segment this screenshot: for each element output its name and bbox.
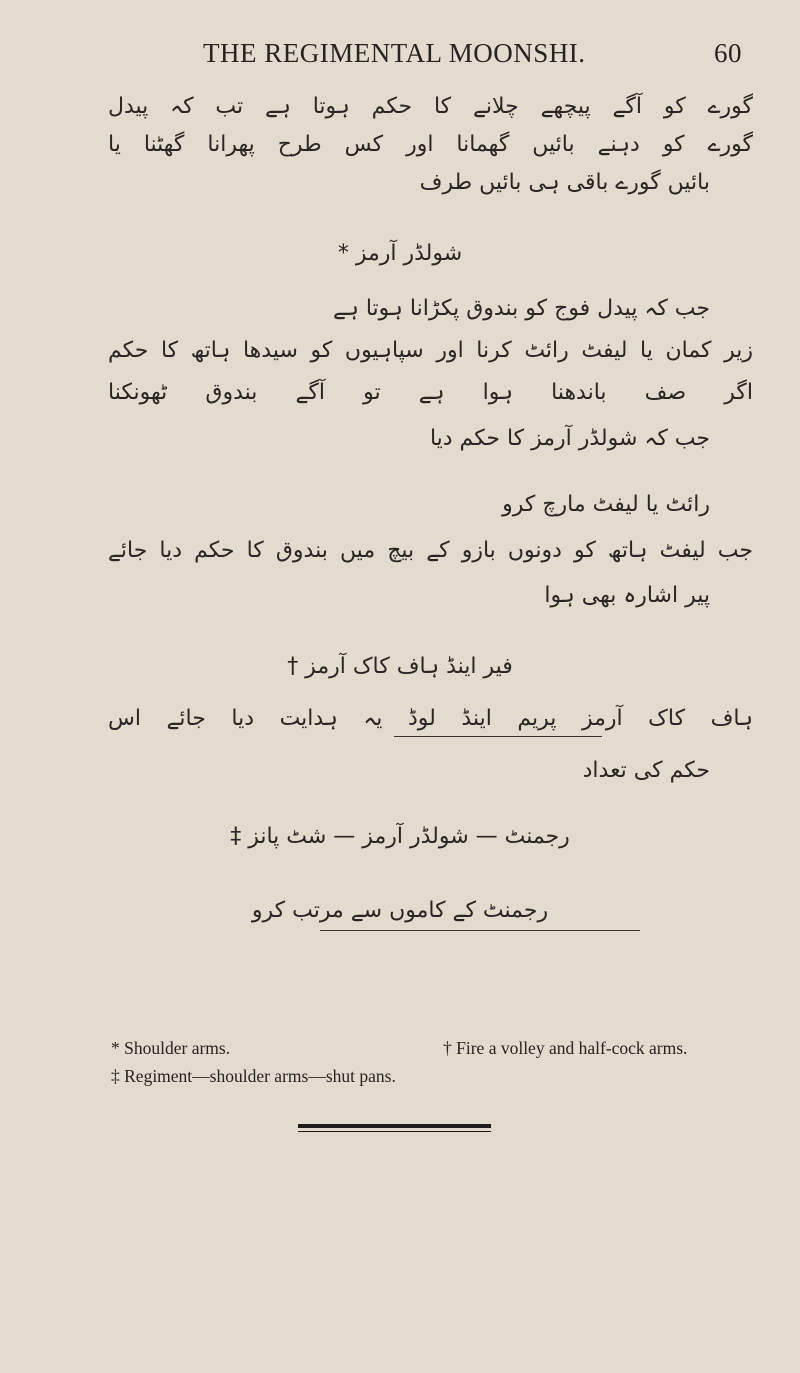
running-header	[0, 38, 800, 78]
body-line-6: زیر کمان یا لیفٹ رائٹ کرنا اور سپاہیوں کو سیدھا ہاتھ کا حکم	[108, 338, 753, 363]
command-heading-2: فیر اینڈ ہاف کاک آرمز †	[287, 654, 513, 679]
body-line-3: بائیں گورے باقی ہی بائیں طرف	[419, 170, 710, 195]
body-line-1: گورے کو آگے پیچھے چلانے کا حکم ہوتا ہے تب کہ پیدل	[108, 94, 753, 119]
body-line-5: جب کہ پیدل فوج کو بندوق پکڑانا ہوتا ہے	[333, 296, 710, 321]
end-rule-thin	[298, 1131, 491, 1132]
end-rule-thick	[298, 1124, 491, 1128]
body-line-10: جب لیفٹ ہاتھ کو دونوں بازو کے بیچ میں بندوق کا حکم دیا جائے	[108, 538, 753, 563]
body-line-14: حکم کی تعداد	[582, 758, 710, 783]
command-heading-3: رجمنٹ — شولڈر آرمز — شٹ پانز ‡	[230, 824, 570, 849]
body-line-2: گورے کو دہنے بائیں گھمانا اور کس طرح پھرانا گھٹنا یا	[108, 132, 753, 157]
page-number: 60	[714, 38, 742, 68]
running-title: THE REGIMENTAL MOONSHI.	[203, 38, 586, 68]
body-line-13: ہاف کاک آرمز پریم اینڈ لوڈ یہ ہدایت دیا جائے اس	[108, 706, 753, 731]
body-line-16: رجمنٹ کے کاموں سے مرتب کرو	[251, 898, 549, 923]
footnote-regiment: ‡ Regiment—shoulder arms—shut pans.	[111, 1066, 396, 1086]
underline-1	[394, 736, 602, 737]
body-line-9: رائٹ یا لیفٹ مارچ کرو	[502, 492, 710, 517]
body-line-7: اگر صف باندھنا ہوا ہے تو آگے بندوق ٹھونکنا	[108, 380, 753, 405]
underline-2	[320, 930, 640, 931]
footnote-fire-volley: † Fire a volley and half-cock arms.	[443, 1038, 688, 1058]
body-line-8: جب کہ شولڈر آرمز کا حکم دیا	[429, 426, 710, 451]
footnote-shoulder-arms: * Shoulder arms.	[111, 1038, 231, 1058]
command-heading-1: شولڈر آرمز *	[337, 241, 463, 266]
body-line-11: پیر اشارہ بھی ہوا	[544, 583, 710, 608]
